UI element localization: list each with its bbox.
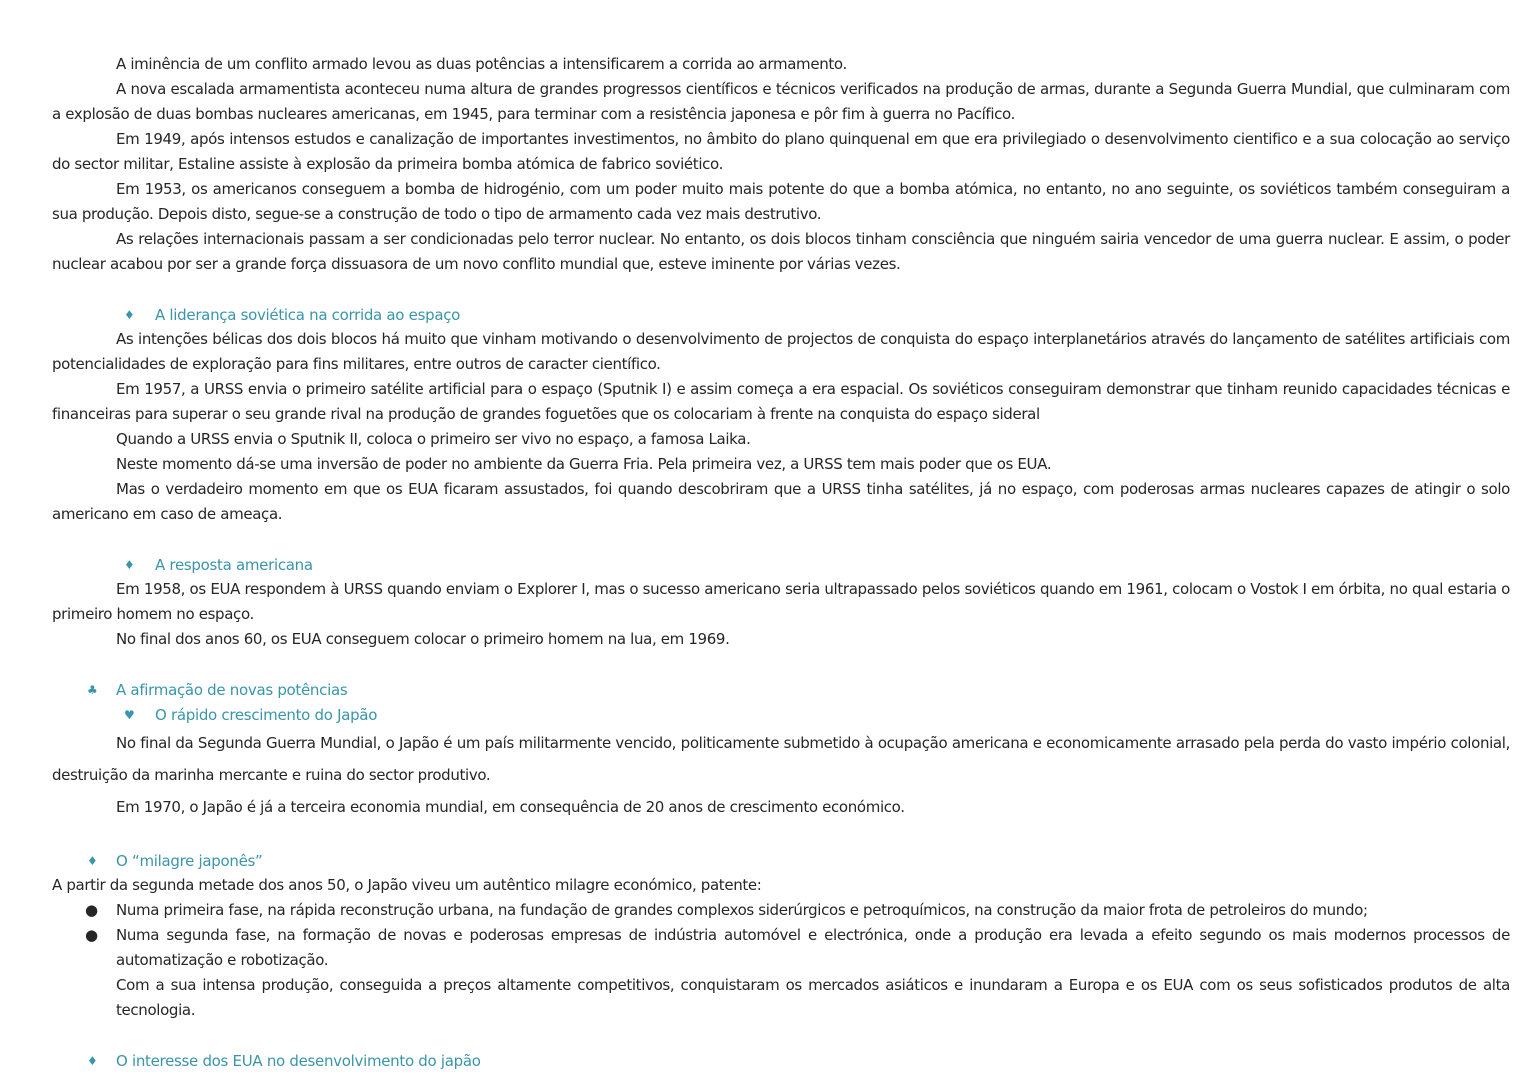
paragraph: No final dos anos 60, os EUA conseguem colocar o primeiro homem na lua, em 1969. xyxy=(116,630,730,648)
paragraph: As intenções bélicas dos dois blocos há muito que vinham motivando o desenvolvimento de projectos de conquista do espaço interplanetários através do lançamento de satélites artificiais com potencialidades de exploração para fins militares, entre outros de caracter científico. xyxy=(52,330,1510,373)
section-heading-japan-growth xyxy=(52,702,1510,727)
list-item xyxy=(52,898,1510,923)
section-heading-text: A resposta americana xyxy=(155,555,313,574)
diamond-bullet-icon: ♦ xyxy=(124,557,135,572)
section-heading-text: A liderança soviética na corrida ao espaço xyxy=(155,305,461,324)
club-bullet-icon: ♣ xyxy=(87,682,98,697)
paragraph: Em 1958, os EUA respondem à URSS quando enviam o Explorer I, mas o sucesso americano seria ultrapassado pelos soviéticos quando em 1961, colocam o Vostok I em órbita, no qual estaria o primeiro homem no espaço. xyxy=(52,580,1510,623)
diamond-bullet-icon: ♦ xyxy=(87,853,98,868)
paragraph: As relações internacionais passam a ser condicionadas pelo terror nuclear. No entanto, os dois blocos tinham consciência que ninguém sairia vencedor de uma guerra nuclear. E assim, o poder nuclear acabou por ser a grande força dissuasora de um novo conflito mundial que, esteve iminente por várias vezes. xyxy=(52,230,1510,273)
paragraph: No final da Segunda Guerra Mundial, o Japão é um país militarmente vencido, politicamente submetido à ocupação americana e economicamente arrasado pela perda do vasto império colonial, destruição da marinha mercante e ruina do sector produtivo. xyxy=(52,734,1510,784)
paragraph: Neste momento dá-se uma inversão de poder no ambiente da Guerra Fria. Pela primeira vez, a URSS tem mais poder que os EUA. xyxy=(116,455,1052,473)
bullet-icon: ● xyxy=(85,901,99,919)
diamond-bullet-icon: ♦ xyxy=(87,1053,98,1068)
paragraph: Mas o verdadeiro momento em que os EUA ficaram assustados, foi quando descobriram que a URSS tinha satélites, já no espaço, com poderosas armas nucleares capazes de atingir o solo americano em caso de ameaça. xyxy=(52,480,1510,523)
paragraph: Em 1957, a URSS envia o primeiro satélite artificial para o espaço (Sputnik I) e assim começa a era espacial. Os soviéticos conseguiram demonstrar que tinham reunido capacidades técnicas e financeiras para superar o seu grande rival na produção de grandes foguetões que os colocariam à frente na conquista do espaço sideral xyxy=(52,380,1510,423)
section-heading-text: O interesse dos EUA no desenvolvimento do japão xyxy=(116,1051,481,1070)
spacer xyxy=(52,1023,1510,1048)
spacer xyxy=(52,277,1510,302)
section-heading-text: A afirmação de novas potências xyxy=(116,680,348,699)
list-item-text: Numa primeira fase, na rápida reconstrução urbana, na fundação de grandes complexos siderúrgicos e petroquímicos, na construção da maior frota de petroleiros do mundo; xyxy=(116,901,1368,919)
bullet-icon: ● xyxy=(85,926,99,944)
paragraph: A partir da segunda metade dos anos 50, o Japão viveu um autêntico milagre económico, patente: xyxy=(52,876,762,894)
section-heading-text: O “milagre japonês” xyxy=(116,851,263,870)
spacer xyxy=(52,527,1510,552)
heart-bullet-icon: ♥ xyxy=(124,707,135,722)
section-heading-us-interest xyxy=(52,1048,1510,1073)
paragraph: Em 1949, após intensos estudos e canalização de importantes investimentos, no âmbito do plano quinquenal em que era privilegiado o desenvolvimento cientifico e a sua colocação ao serviço do sector militar, Estaline assiste à explosão da primeira bomba atómica de fabrico soviético. xyxy=(52,130,1510,173)
section-heading-japanese-miracle xyxy=(52,848,1510,873)
paragraph: Em 1970, o Japão é já a terceira economia mundial, em consequência de 20 anos de crescimento económico. xyxy=(116,798,905,816)
spacer xyxy=(52,823,1510,848)
diamond-bullet-icon: ♦ xyxy=(124,307,135,322)
spacer xyxy=(52,652,1510,677)
paragraph: A nova escalada armamentista aconteceu numa altura de grandes progressos científicos e técnicos verificados na produção de armas, durante a Segunda Guerra Mundial, que culminaram com a explosão de duas bombas nucleares americanas, em 1945, para terminar com a resistência japonesa e pôr fim à guerra no Pacífico. xyxy=(52,80,1510,123)
section-heading-new-powers xyxy=(52,677,1510,702)
paragraph: Com a sua intensa produção, conseguida a preços altamente competitivos, conquistaram os mercados asiáticos e inundaram a Europa e os EUA com os seus sofisticados produtos de alta tecnologia. xyxy=(116,976,1510,1019)
paragraph: A iminência de um conflito armado levou as duas potências a intensificarem a corrida ao armamento. xyxy=(116,55,847,73)
section-heading-space-race xyxy=(52,302,1510,327)
paragraph: Em 1953, os americanos conseguem a bomba de hidrogénio, com um poder muito mais potente do que a bomba atómica, no entanto, no ano seguinte, os soviéticos também conseguiram a sua produção. Depois disto, segue-se a construção de todo o tipo de armamento cada vez mais destrutivo. xyxy=(52,180,1510,223)
section-heading-text: O rápido crescimento do Japão xyxy=(155,705,378,724)
section-heading-american-response xyxy=(52,552,1510,577)
list-item xyxy=(52,923,1510,973)
list-item-text: Numa segunda fase, na formação de novas e poderosas empresas de indústria automóvel e electrónica, onde a produção era levada a efeito segundo os mais modernos processos de automatização e robotização. xyxy=(116,926,1510,969)
paragraph: Quando a URSS envia o Sputnik II, coloca o primeiro ser vivo no espaço, a famosa Laika. xyxy=(116,430,751,448)
